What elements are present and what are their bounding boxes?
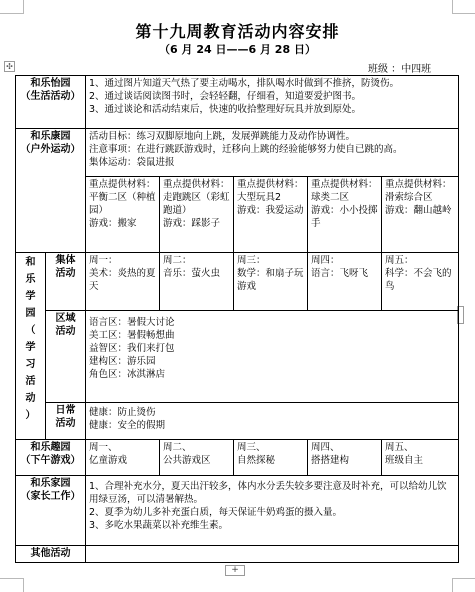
games-heading: 和乐趣园 （下午游戏） bbox=[16, 440, 86, 476]
games-day[interactable]: 周二、 公共游戏区 bbox=[160, 440, 234, 476]
area-item: 美工区：暑假畅想曲 bbox=[89, 330, 175, 341]
home-item: 2、夏季为幼儿多补充蛋白质，每天保证牛奶鸡蛋的摄入量。 bbox=[89, 507, 343, 518]
learning-heading: 和 乐 学 园 （ 学 习 活 动 ） bbox=[16, 253, 46, 440]
life-heading: 和乐怡园 （生活活动） bbox=[16, 76, 86, 129]
class-name: 中四班 bbox=[401, 64, 432, 75]
document-title: 第十九周教育活动内容安排 bbox=[135, 22, 340, 41]
area-item: 角色区：冰淇淋店 bbox=[89, 369, 166, 380]
margin-guide-bottom-left bbox=[0, 578, 23, 579]
other-heading: 其他活动 bbox=[16, 546, 86, 563]
home-content[interactable] bbox=[86, 476, 459, 546]
schedule-table bbox=[15, 75, 459, 563]
collective-day[interactable]: 周一： 美术：炎热的夏天 bbox=[86, 253, 160, 311]
daily-content[interactable] bbox=[86, 403, 459, 440]
outdoor-heading: 和乐康园 （户外运动） bbox=[16, 129, 86, 253]
outdoor-day[interactable]: 重点提供材料：大型玩具2 游戏：我爱运动 bbox=[234, 177, 308, 253]
collective-day[interactable]: 周二： 音乐：萤火虫 bbox=[160, 253, 234, 311]
outdoor-day[interactable]: 重点提供材料：球类二区 游戏：小小投掷手 bbox=[308, 177, 382, 253]
area-label: 区域 活动 bbox=[46, 311, 86, 403]
daily-label: 日常 活动 bbox=[46, 403, 86, 440]
games-day[interactable]: 周一、 亿童游戏 bbox=[86, 440, 160, 476]
area-item: 语言区：暑假大讨论 bbox=[89, 317, 175, 328]
life-item: 3、通过谈论和活动结束后，快速的收拾整理好玩具并放到原处。 bbox=[89, 104, 362, 115]
class-line bbox=[368, 60, 431, 75]
games-day[interactable]: 周三、 自然探秘 bbox=[234, 440, 308, 476]
home-item: 3、多吃水果蔬菜以补充维生素。 bbox=[89, 520, 229, 531]
margin-guide-left bbox=[23, 0, 24, 14]
margin-guide-bottom-left-v bbox=[23, 578, 24, 592]
collective-label: 集体 活动 bbox=[46, 253, 86, 311]
margin-guide-top-right bbox=[452, 13, 475, 14]
outdoor-goal: 活动目标：练习双脚原地向上跳，发展弹跳能力及动作协调性。 bbox=[89, 131, 356, 142]
move-handle-icon[interactable]: ✣ bbox=[4, 61, 15, 72]
margin-guide-bottom-right-v bbox=[452, 578, 453, 592]
daily-item: 健康：安全的假期 bbox=[89, 420, 166, 431]
area-content[interactable] bbox=[86, 311, 459, 403]
daily-item: 健康：防止烫伤 bbox=[89, 407, 156, 418]
home-heading: 和乐家园 （家长工作） bbox=[16, 476, 86, 546]
margin-guide-bottom-right bbox=[452, 578, 475, 579]
area-item: 益智区：我们来打包 bbox=[89, 343, 175, 354]
collective-day[interactable]: 周四： 语言：飞呀飞 bbox=[308, 253, 382, 311]
home-item: 1、合理补充水分，夏天出汗较多，体内水分丢失较多要注意及时补充，可以给幼儿饮用绿豆汤，可以清暑解热。 bbox=[89, 481, 447, 505]
outdoor-goals[interactable] bbox=[86, 129, 459, 177]
life-content[interactable] bbox=[86, 76, 459, 129]
margin-guide-top bbox=[0, 13, 23, 14]
life-item: 2、通过谈话阅读图书时，会轻轻翻，仔细看，知道要爱护图书。 bbox=[89, 91, 362, 102]
collective-day[interactable]: 周五： 科学：不会飞的鸟 bbox=[382, 253, 459, 311]
games-day[interactable]: 周四、 搭搭建构 bbox=[308, 440, 382, 476]
area-item: 建构区：游乐园 bbox=[89, 356, 156, 367]
outdoor-note: 注意事项：在进行跳跃游戏时，迁移向上跳的经验能够努力使自已跳的高。 bbox=[89, 144, 403, 155]
outdoor-day[interactable]: 重点提供材料：滑索综合区 游戏：翻山越岭 bbox=[382, 177, 459, 253]
date-range: （6 月 24 日——6 月 28 日） bbox=[159, 43, 316, 56]
outdoor-group: 集体运动：袋鼠进报 bbox=[89, 157, 175, 168]
other-content[interactable] bbox=[86, 546, 459, 563]
margin-guide-right bbox=[452, 0, 453, 14]
add-row-icon[interactable]: + bbox=[225, 565, 245, 576]
games-day[interactable]: 周五、 班级自主 bbox=[382, 440, 459, 476]
collective-day[interactable]: 周三： 数学：和扇子玩游戏 bbox=[234, 253, 308, 311]
life-item: 1、通过图片知道天气热了要主动喝水，排队喝水时做到不推挤，防烫伤。 bbox=[89, 78, 400, 89]
outdoor-day[interactable]: 重点提供材料：走跑跳区（彩虹跑道） 游戏：踩影子 bbox=[160, 177, 234, 253]
outdoor-day[interactable]: 重点提供材料：平衡二区（种植园） 游戏：搬家 bbox=[86, 177, 160, 253]
class-label: 班级 ： bbox=[368, 64, 402, 75]
